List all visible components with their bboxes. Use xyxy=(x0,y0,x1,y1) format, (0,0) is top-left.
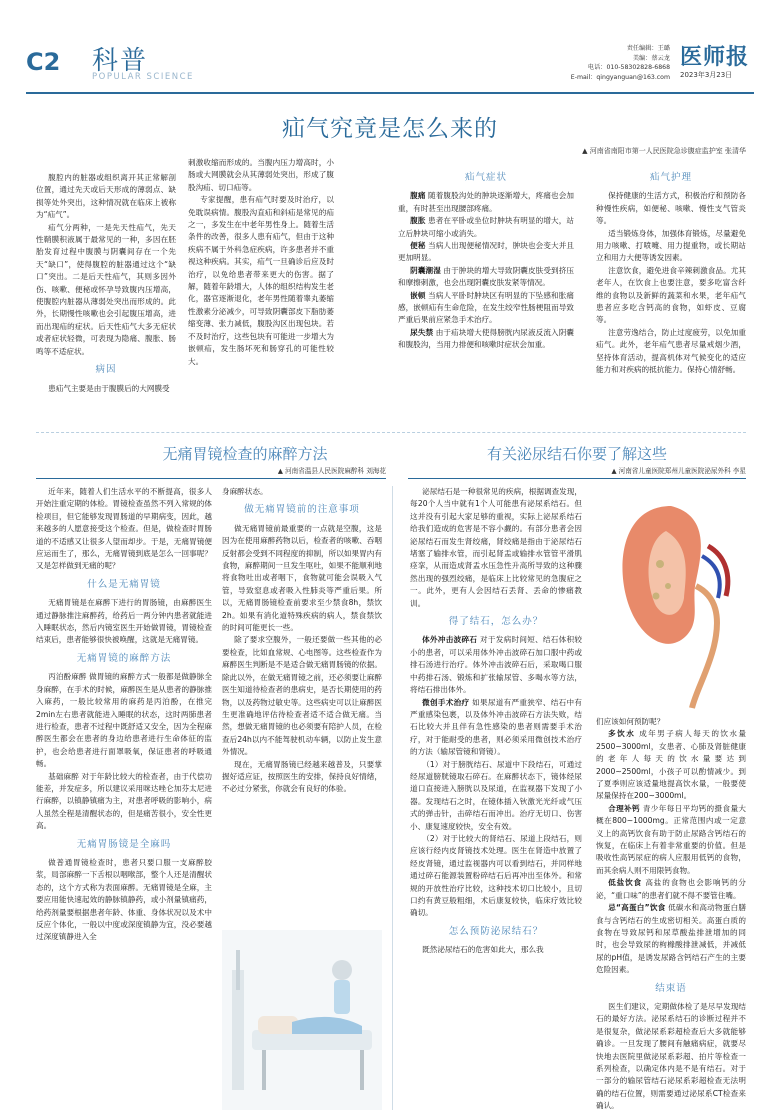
article1-byline: ▲ 河南省南阳市第一人民医院急诊腹症监护室 张清华 xyxy=(582,147,746,155)
article3-column-1 xyxy=(410,486,582,957)
article2-column-1 xyxy=(36,486,212,944)
article2-title: 无痛胃镜检查的麻醉方法 xyxy=(162,445,328,463)
prevention-item xyxy=(596,877,746,902)
symptom-desc: 随着腹股沟处的肿块逐渐增大，疼痛也会加重，有时甚至出现腰部疼痛。 xyxy=(398,191,574,213)
paragraph: 们应该如何预防呢？ xyxy=(596,717,665,726)
article3-rule xyxy=(408,478,746,479)
paragraph: 无痛胃镜是在麻醉下进行的胃肠镜，由麻醉医生通过静脉推注麻醉药，给药后一两分钟内患者就能进入睡眠状态，然后内镜室医生开始做胃镜，胃镜检查结束后，患者能够很快被唤醒，这就是无痛胃镜。 xyxy=(36,598,212,645)
prevention-desc: 高盐的食物也会影响钙的分泌，“重口味”的患者们就不得不要管住嘴。 xyxy=(596,878,747,900)
article3-title: 有关泌尿结石你要了解这些 xyxy=(486,445,667,463)
symptom-name: 阴囊潮湿 xyxy=(410,265,441,275)
section-subtitle: POPULAR SCIENCE xyxy=(92,72,194,82)
prevention-name: 多饮水 xyxy=(608,729,636,739)
editor-line: 责任编辑：王璐 xyxy=(626,45,670,52)
paragraph: 身麻醉状态。 xyxy=(222,487,268,496)
symptom-name: 腹胀 xyxy=(410,216,426,226)
symptom-item xyxy=(398,190,574,215)
symptom-name: 便秘 xyxy=(410,241,426,251)
article1-column-1 xyxy=(36,172,176,395)
article3-byline: ▲ 河南省儿童医院郑州儿童医院泌尿外科 李星 xyxy=(611,467,746,475)
editorial-credits xyxy=(540,44,670,82)
treatment-desc: 对于发病时间短、结石体积较小的患者，可以采用体外冲击波碎石加口服中药或排石汤进行治疗。体外冲击波碎石后，采取喝口服中药排石汤、锻炼和扩张输尿管、多喝水等方法，将结石排出体外。 xyxy=(410,635,583,695)
prevention-name: 低盐饮食 xyxy=(608,878,643,888)
article2-column-2 xyxy=(222,486,382,796)
treatment-name: 微创手术治疗 xyxy=(422,697,470,707)
paragraph: 保持健康的生活方式，积极治疗和预防各种慢性疾病，如便秘、咳嗽、慢性支气管炎等。 xyxy=(596,191,746,226)
heading-full-anesthesia: 无痛胃肠镜是全麻吗 xyxy=(76,838,172,850)
paragraph: 注意劳逸结合，防止过度疲劳，以免加重疝气。此外，老年疝气患者尽量戒烟少酒，坚持体育活动，提高机体对气候变化的适应能力和对疾病的抵抗能力。保持心情舒畅。 xyxy=(596,327,746,375)
prevention-desc: 青少年每日平均钙的摄食量大概在800~1000mg。正常范围内或一定意义上的高钙饮食有助于防止尿路含钙结石的恢复，在临床上有着非常重要的价值。但是吸收性高钙尿症的病人应服用低钙的食物，而其余病人则不用限钙食物。 xyxy=(596,803,747,875)
paragraph: 泌尿结石是一种很常见的疾病，根据调查发现，每20个人当中就有1个人可能患有泌尿系结石。但这并没有引起大家足够的重视，实际上泌尿系结石给我们造成的危害是不容小觑的。有部分患者会因泌尿结石而发生肾绞痛，肾绞痛是指由于泌尿结石堵塞了输排水管，而引起肾盂或输排水管管平滑肌痉挛，从而造成肾盂水压急性升高所导致的这种骤然出现的强烈绞痛，是临床上比较常见的急腹症之一。此外，更有人会因结石丢肾、丢命的惨痛教训。 xyxy=(410,487,582,608)
prevention-item xyxy=(596,728,746,802)
article1-title: 疝气究竟是怎么来的 xyxy=(282,116,498,142)
paragraph: 做无痛胃镜前最重要的一点就是空腹，这是因为在使用麻醉药物以后，检查者的咳嗽、吞咽反射都会受到不同程度的抑制，所以如果胃内有食物，麻醉期间一旦发生呕吐，如果不能顺利地将食物吐出或者咽下，食物就可能会误吸入气管，导致窒息或者吸入性肺炎等严重后果。所以，无痛胃肠镜检查前要求至少禁食8h，禁饮2h。如果有消化道特殊疾病的病人，禁食禁饮的时间可能更长一些。 xyxy=(222,523,382,633)
symptom-desc: 当病人出现便秘情况时，肿块也会变大并且更加明显。 xyxy=(398,241,574,263)
email-line: E-mail：qingyanguan@163.com xyxy=(570,73,670,81)
issue-date: 2023年3月23日 xyxy=(680,71,733,79)
symptom-name: 尿失禁 xyxy=(410,327,434,337)
article3-column-2 xyxy=(596,716,746,1113)
paragraph: 专家提醒，患有疝气时要及时治疗，以免耽误病情。腹股沟直疝和斜疝是常见的疝之一，多发生在中老年男性身上。随着生活条件的改善，很多人患有疝气，但由于这种疾病不属于外科急症疾病，许多患者并不重视这种疾病。其实，疝气一旦确诊后应及时治疗，以免给患者带来更大的伤害。据了解，随着年龄增大，人体的组织结构发生老化，器官逐渐退化，老年男性随着睾丸萎缩性激素分泌减少，可导致阴囊部皮下脂肪萎缩变薄、张力减低，腹股沟区出现包块。若不及时治疗，这些包块有可能进一步增大为嵌顿疝，发生肠坏死和肠穿孔的可能性较大。 xyxy=(188,195,334,366)
paragraph: 疝气分两种，一是先天性疝气，先天性鞘膜积液属于最常见的一种，多因在胚胎发育过程中腹膜与阴囊间存在一个先天“缺口”，使得腹腔的脏器通过这个“缺口”突出。二是后天性疝气，其则多因外伤、咳嗽、便秘或怀孕导致腹内压增高，使腹腔内脏器从薄弱处突出而形成的。此外，长期慢性咳嗽也会引起腹压增高，进而出现疝的症状。后天性疝气大多无症状或者症状轻微，可表现为隐痛、腹胀、肠鸣等不适症状。 xyxy=(36,222,176,356)
treatment-name: 体外冲击波碎石 xyxy=(422,635,478,645)
heading-conclusion: 结束语 xyxy=(655,982,687,994)
paragraph: 适当锻炼身体，加强体育锻炼，尽量避免用力咳嗽、打喷嚏、用力提重物，或长期站立和用力大便等诱发因素。 xyxy=(596,228,746,263)
heading-symptoms: 疝气症状 xyxy=(464,172,507,183)
paragraph: 基础麻醉 对于年龄比较大的检查者，由于代偿功能差，并发症多，所以建议采用咪达唑仑加芬太尼进行麻醉，以镇静镇痛为主，对患者呼吸的影响小，病人虽然全程是清醒状态的，但是痛苦很小，安全性更高。 xyxy=(36,771,212,831)
article1-column-3 xyxy=(398,172,574,352)
symptom-desc: 由于疝块增大使得膀胱内尿液反流入阴囊和腹股沟，当用力排便和咳嗽时症状会加重。 xyxy=(398,327,575,350)
heading-treatment: 得了结石，怎么办？ xyxy=(448,616,544,628)
prevention-name: 忌“高蛋白”饮食 xyxy=(608,903,666,913)
heading-care: 疝气护理 xyxy=(649,172,692,183)
treatment-item xyxy=(410,634,582,696)
heading-notes: 做无痛胃镜前的注意事项 xyxy=(244,504,360,516)
column-divider xyxy=(392,486,393,1110)
symptom-desc: 由于肿块的增大导致阴囊皮肤受到挤压和摩擦刺激，也会出现阴囊皮肤发紧等情况。 xyxy=(398,265,575,288)
paragraph: 医生们建议，定期做体检了是尽早发现结石的最好方法。泌尿系结石的诊断过程并不是很复杂，做泌尿系彩超检查后大多就能够确诊。一旦发现了腰间有触痛病症，就要尽快地去医院里做泌尿系彩超、拍片等检查一系列检查，以确定体内是不是有结石。对于一部分的输尿管结石泌尿系彩超检查无法明确的结石位置，则需要通过泌尿系CT检查来确认。 xyxy=(596,1001,746,1111)
article1-column-4 xyxy=(596,172,746,377)
paragraph: （2）对于比较大的肾结石、尿道上段结石，则应该行经内皮肾镜技术处理。医生在肾造中放置了经皮肾镜，通过监视器内可以看到结石，并同样地通过碎石能源装置粉碎结石后再冲出至体外。和常规的开放性治疗比较，这种技术切口比较小，且切口约有黄豆般粗细，术后康复较快，临床疗效比较确切。 xyxy=(410,833,582,918)
heading-cause: 病因 xyxy=(95,364,117,376)
heading-what: 什么是无痛胃镜 xyxy=(87,578,161,590)
paragraph: 注意饮食，避免进食辛辣刺激食品。尤其老年人，在饮食上也要注意，要多吃富含纤维的食物以及新鲜的蔬菜和水果，老年疝气患者应多吃含钙高的食物，如虾皮、豆腐等。 xyxy=(596,265,746,325)
article1-column-2 xyxy=(188,157,334,368)
symptom-desc: 患者在平卧或坐位时肿块有明显的增大，站立后肿块可缩小或消失。 xyxy=(398,216,574,238)
symptom-desc: 当病人平卧时肿块区有明显的下坠感和胀痛感，嵌顿疝有生命危险，在发生绞窄性肠梗阻而导致严重后果前应紧急手术治疗。 xyxy=(398,290,574,325)
prevention-desc: 成年男子病人每天的饮水量2500~3000ml，女患者、心肺及肾脏健康的老年人每天的饮水量要达到2000~2500ml，小孩子可以酌情减少。到了夏季则应该适量地提高饮水量，一般要使尿量保持在200~3000ml。 xyxy=(596,729,747,801)
paragraph: （1）对于膀胱结石、尿道中下段结石，可通过经尿道膀胱镜取石碎石。在麻醉状态下，镜体经尿道口直接进入膀胱以及尿道，在监视器下发现了小器。发现结石之时，在镜体插入钬激光光纤或气压式的弹击针，击碎结石而冲出。治疗无切口、伤害小、康复速度较快，安全有效。 xyxy=(410,759,582,831)
treatment-desc: 如果尿道有严重狭窄、结石中有严重感染包裹，以及体外冲击波碎石方法失败，结石比较大并且伴有急性感染的患者则需要手术治疗，对于能耐受的患者，则必须采用微创技术治疗的方法（输尿管镜和肾镜）。 xyxy=(410,697,583,757)
article2-byline: ▲ 河南省温县人民医院麻醉科 刘海花 xyxy=(277,467,386,475)
phone-line: 电话：010-58302828-6868 xyxy=(587,64,670,72)
kidney-illustration xyxy=(596,486,746,710)
paragraph: 丙泊酚麻醉 做胃镜的麻醉方式一般都是做静脉全身麻醉，在手术的时候，麻醉医生是从患者的静脉推入麻药，一般比较常用的麻药是丙泊酚，在推完2min左右患者就能进入睡眠的状态，这时两肺患者进行检查，患者不过程中既舒适又安全，因为全程麻醉医生都会在患者的身边给患者进行生命体征的监护，也会给患者进行面罩吸氧，保证患者的呼吸通畅。 xyxy=(36,672,212,769)
paragraph: 做普通胃镜检查时，患者只要口服一支麻醉胶浆，局部麻醉一下舌根以咽喉部，整个人还是清醒状态的，这个方式称为表面麻醉。无痛胃镜是全麻，主要应用能快速起效的静脉镇静药，或小剂量镇痛药，给药剂量要根据患者年龄、体重、身体状况以及术中反应个体化，一般以中度或深度镇静为宜，没必要越过深度镇静进入全 xyxy=(36,857,212,942)
heading-method: 无痛胃镜的麻醉方法 xyxy=(76,652,172,664)
treatment-item xyxy=(410,697,582,759)
paragraph: 腹腔内的脏器或组织离开其正常解剖位置，通过先天或后天形成的薄弱点、缺损等处外突出，这种情况就在临床上被称为“疝气”。 xyxy=(36,173,176,220)
heading-prevention: 怎么预防泌尿结石？ xyxy=(448,925,544,937)
paragraph: 既然泌尿结石的危害如此大，那么我 xyxy=(422,945,544,955)
symptom-item xyxy=(398,215,574,240)
paragraph: 现在，无痛胃肠镜已经越来越普及，只要掌握好适应证，按照医生的安排，保持良好情绪，不必过分紧张，你就会有良好的体验。 xyxy=(222,759,382,794)
symptom-name: 腹痛 xyxy=(410,191,426,201)
prevention-desc: 低碳水和高动物蛋白膳食与含钙结石的生成密切相关。高蛋白质的食物在导致尿钙和尿草酸盐排泄增加的同时，也会导致尿的枸橼酸排泄减低，并减低尿的pH值，是诱发尿路含钙结石产生的主要危险因素。 xyxy=(596,903,746,975)
paragraph: 刺激收缩而形成的。当腹内压力增高时，小肠或大网膜就会从其薄弱处突出，形成了腹股沟疝、切口疝等。 xyxy=(188,158,334,192)
symptom-item xyxy=(398,327,574,352)
prevention-item xyxy=(596,902,746,976)
section-divider xyxy=(36,432,746,433)
designer-line: 美编：蔡云龙 xyxy=(632,54,670,62)
paragraph: 除了要求空腹外，一般还要做一些其他的必要检查，比如血常规、心电图等。这些检查作为麻醉医生判断是不是适合做无痛胃肠镜的依据。除此以外，在做无痛胃镜之前，还必须要让麻醉医生知道待检查者的患病史，是否长期使用的药物，以及药物过敏史等。这些病史可以让麻醉医生更准确地评估待检查者适不适合做无痛。当然，想做无痛胃镜的也必须要有陪护人员，在检查后24h以内不能驾驶机动车辆，以防止发生意外情况。 xyxy=(222,635,382,757)
prevention-name: 合理补钙 xyxy=(608,803,641,813)
paragraph: 近年来，随着人们生活水平的不断提高，很多人开始注重定期的体检。胃镜检查虽然不列入常规的体检项目，但它能够发现胃肠道的早期病变，因此，越来越多的人愿意接受这个检查。但是，做检查时胃肠道的不适感又让很多人望而却步。于是，无痛胃镜便应运而生了，那么，无痛胃镜到底是怎么一回事呢？又是怎样做到无痛的呢？ xyxy=(36,487,212,571)
symptom-item xyxy=(398,290,574,327)
section-title: 科普 xyxy=(92,46,149,76)
prevention-item xyxy=(596,803,746,877)
header-rule xyxy=(26,92,754,94)
symptom-name: 嵌顿 xyxy=(410,290,426,300)
newspaper-logo: 医师报 xyxy=(680,44,750,70)
article2-rule xyxy=(36,478,386,479)
symptom-item xyxy=(398,265,574,290)
page-number: C2 xyxy=(26,48,61,76)
hospital-bed-illustration xyxy=(222,930,382,1110)
symptom-item xyxy=(398,240,574,265)
paragraph: 患疝气主要是由于腹膜后的大网膜受 xyxy=(48,383,170,393)
